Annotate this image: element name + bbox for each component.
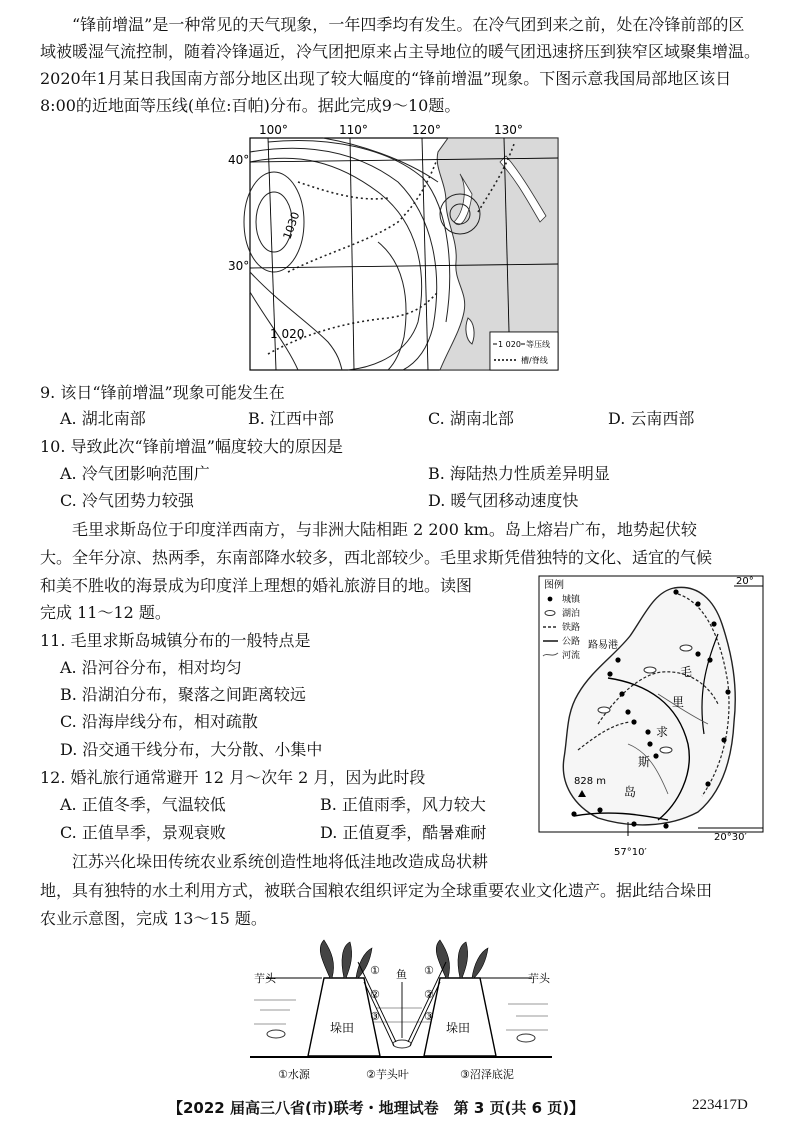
circle-1-right: ①: [424, 964, 434, 977]
footer-title: 【2022 届高三八省(市)联考・地理试卷 第 3 页(共 6 页)】: [168, 1099, 585, 1117]
q11-option-a[interactable]: A. 沿河谷分布，相对均匀: [60, 658, 242, 677]
q12-option-c[interactable]: C. 正值旱季，景观衰败: [60, 823, 226, 842]
legend-lake: 湖泊: [562, 609, 581, 619]
key-3: ③沼泽底泥: [460, 1068, 514, 1081]
legend-title: 图例: [544, 580, 564, 591]
q12-option-b[interactable]: B. 正值雨季，风力较大: [320, 795, 486, 814]
lon-110: 110°: [339, 123, 368, 137]
legend-railway: 铁路: [562, 623, 581, 633]
circle-2-left: ②: [370, 988, 380, 1001]
island-char-4: 斯: [638, 755, 651, 769]
q12-stem: 12. 婚礼旅行通常避开 12 月～次年 2 月，因为此时段: [40, 768, 426, 787]
passage-3-line-1: 江苏兴化垛田传统农业系统创造性地将低洼地改造成岛状耕: [72, 852, 489, 871]
isobar-map: [228, 122, 560, 372]
q11-option-b[interactable]: B. 沿湖泊分布，聚落之间距离较远: [60, 685, 306, 704]
q9-option-c[interactable]: C. 湖南北部: [428, 409, 514, 428]
port-label: 路易港: [588, 640, 618, 651]
passage-3-line-3: 农业示意图，完成 13～15 题。: [40, 909, 267, 928]
q12-option-a[interactable]: A. 正值冬季，气温较低: [60, 795, 226, 814]
q9-option-a[interactable]: A. 湖北南部: [60, 409, 146, 428]
mauritius-map: [538, 574, 764, 858]
lon-120: 120°: [412, 123, 441, 137]
lat-40: 40°: [228, 153, 250, 167]
legend-river: 河流: [562, 651, 581, 661]
circle-3-right: ③: [424, 1010, 434, 1023]
isobar-label-1020: 1 020: [270, 327, 305, 341]
passage-3-line-2: 地，具有独特的水土利用方式，被联合国粮农组织评定为全球重要农业文化遗产。据此结合垛田: [40, 881, 713, 900]
q10-option-b[interactable]: B. 海陆热力性质差异明显: [428, 464, 610, 483]
island-char-3: 求: [656, 725, 669, 739]
field-left-label: 垛田: [330, 1021, 355, 1035]
lon-130: 130°: [494, 123, 523, 137]
q10-option-a[interactable]: A. 冷气团影响范围广: [60, 464, 210, 483]
q9-option-b[interactable]: B. 江西中部: [248, 409, 334, 428]
lat-20: 20°: [736, 576, 754, 587]
island-char-2: 里: [672, 695, 685, 709]
q10-stem: 10. 导致此次“锋前增温”幅度较大的原因是: [40, 437, 343, 456]
island-char-1: 毛: [680, 665, 693, 679]
q9-stem: 9. 该日“锋前增温”现象可能发生在: [40, 383, 285, 402]
passage-2-line-2: 大。全年分凉、热两季，东南部降水较多，西北部较少。毛里求斯凭借独特的文化、适宜的气候: [40, 548, 713, 567]
legend-isobar: 等压线: [526, 340, 550, 349]
peak-label: 828 m: [574, 776, 607, 787]
q12-option-d[interactable]: D. 正值夏季，酷暑难耐: [320, 823, 487, 842]
fish-icon: [517, 1034, 535, 1042]
q11-option-c[interactable]: C. 沿海岸线分布，相对疏散: [60, 712, 258, 731]
legend-town: 城镇: [562, 595, 581, 605]
taro-right-label: 芋头: [528, 972, 550, 985]
q11-stem: 11. 毛里求斯岛城镇分布的一般特点是: [40, 631, 311, 650]
footer-code: 223417D: [692, 1097, 748, 1113]
passage-2-line-3: 和美不胜收的海景成为印度洋上理想的婚礼旅游目的地。读图: [40, 576, 473, 595]
lon-57-10: 57°10′: [614, 847, 647, 858]
legend-isobar-value: 1 020: [498, 340, 521, 349]
circle-2-right: ②: [424, 988, 434, 1001]
field-right: [424, 978, 496, 1056]
island-char-5: 岛: [624, 785, 637, 799]
legend-trough: 槽/脊线: [521, 356, 548, 365]
q9-option-d[interactable]: D. 云南西部: [608, 409, 695, 428]
passage-1: “锋前增温”是一种常见的天气现象，一年四季均有发生。在冷气团到来之前，处在冷锋前部的区域被暖湿气流控制，随着冷锋逼近，冷气团把原来占主导地位的暖气团迅速挤压到狭窄区域聚集增温。2020年1月某日我国南方部分地区出现了较大幅度的“锋前增温”现象。下图示意我国局部地区该日8:00的近地面等压线(单位:百帕)分布。据此完成9～10题。: [40, 15, 761, 115]
passage-2-line-4: 完成 11～12 题。: [40, 603, 171, 622]
key-1: ①水源: [278, 1068, 310, 1081]
legend-road: 公路: [562, 637, 581, 647]
lat-20-30: 20°30′: [714, 832, 747, 843]
circle-1-left: ①: [370, 964, 380, 977]
field-right-label: 垛田: [446, 1021, 471, 1035]
isobar-label-1030: 1030: [280, 210, 303, 242]
duotian-diagram: [246, 938, 556, 1088]
circle-3-left: ③: [370, 1010, 380, 1023]
passage-2-line-1: 毛里求斯岛位于印度洋西南方，与非洲大陆相距 2 200 km。岛上熔岩广布，地势起伏较: [72, 520, 697, 539]
q10-option-c[interactable]: C. 冷气团势力较强: [60, 491, 194, 510]
lon-100: 100°: [259, 123, 288, 137]
taro-left-label: 芋头: [254, 972, 276, 985]
key-2: ②芋头叶: [366, 1068, 409, 1081]
q11-option-d[interactable]: D. 沿交通干线分布，大分散、小集中: [60, 740, 323, 759]
fish-icon: [267, 1030, 285, 1038]
lat-30: 30°: [228, 259, 250, 273]
fish-label: 鱼: [396, 968, 407, 981]
q10-option-d[interactable]: D. 暖气团移动速度快: [428, 491, 579, 510]
